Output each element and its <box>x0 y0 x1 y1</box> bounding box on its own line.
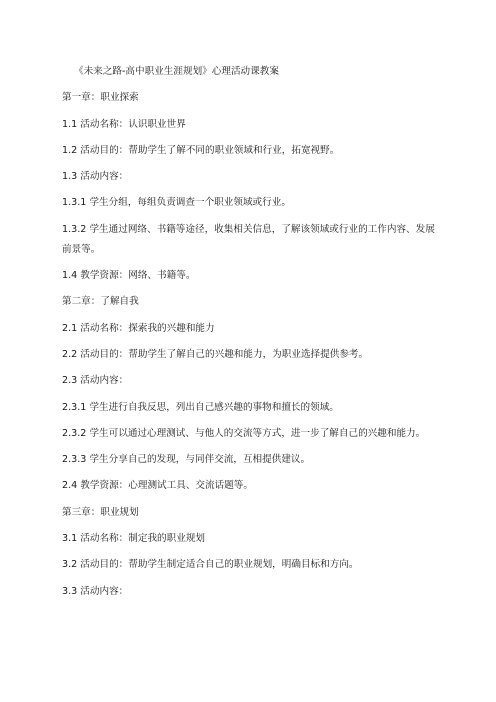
paragraph-line: 3.1 活动名称：制定我的职业规划 <box>62 533 206 545</box>
paragraph-line: 2.3 活动内容： <box>62 375 129 387</box>
paragraph-line: 1.3.2 学生通过网络、书籍等途径，收集相关信息，了解该领域或行业的工作内容、发展前景等。 <box>62 223 435 255</box>
paragraph-line: 2.2 活动目的：帮助学生了解自己的兴趣和能力，为职业选择提供参考。 <box>62 348 369 360</box>
paragraph-line: 3.2 活动目的：帮助学生制定适合自己的职业规划，明确目标和方向。 <box>62 559 359 571</box>
paragraph-line: 2.3.3 学生分享自己的发现，与同伴交流，互相提供建议。 <box>62 454 311 466</box>
paragraph-line: 1.2 活动目的：帮助学生了解不同的职业领域和行业，拓宽视野。 <box>62 144 340 156</box>
paragraph-line: 1.3 活动内容： <box>62 171 129 183</box>
chapter-heading-3: 第三章：职业规划 <box>62 506 139 518</box>
chapter-heading-1: 第一章：职业探索 <box>62 92 139 104</box>
paragraph-line: 2.4 教学资源：心理测试工具、交流话题等。 <box>62 480 253 492</box>
paragraph-line: 3.3 活动内容： <box>62 585 129 597</box>
paragraph-line: 2.3.1 学生进行自我反思，列出自己感兴趣的事物和擅长的领域。 <box>62 401 339 413</box>
document-content <box>62 64 440 610</box>
paragraph-line: 1.3.1 学生分组，每组负责调查一个职业领域或行业。 <box>62 197 291 209</box>
paragraph-line: 2.1 活动名称：探索我的兴趣和能力 <box>62 322 215 334</box>
paragraph-line: 1.4 教学资源：网络、书籍等。 <box>62 270 196 282</box>
paragraph-line: 2.3.2 学生可以通过心理测试、与他人的交流等方式，进一步了解自己的兴趣和能力。 <box>62 427 426 439</box>
paragraph-line: 1.1 活动名称：认识职业世界 <box>62 118 186 130</box>
document-title: 《未来之路-高中职业生涯规划》心理活动课教案 <box>74 66 279 77</box>
chapter-heading-2: 第二章：了解自我 <box>62 296 139 308</box>
